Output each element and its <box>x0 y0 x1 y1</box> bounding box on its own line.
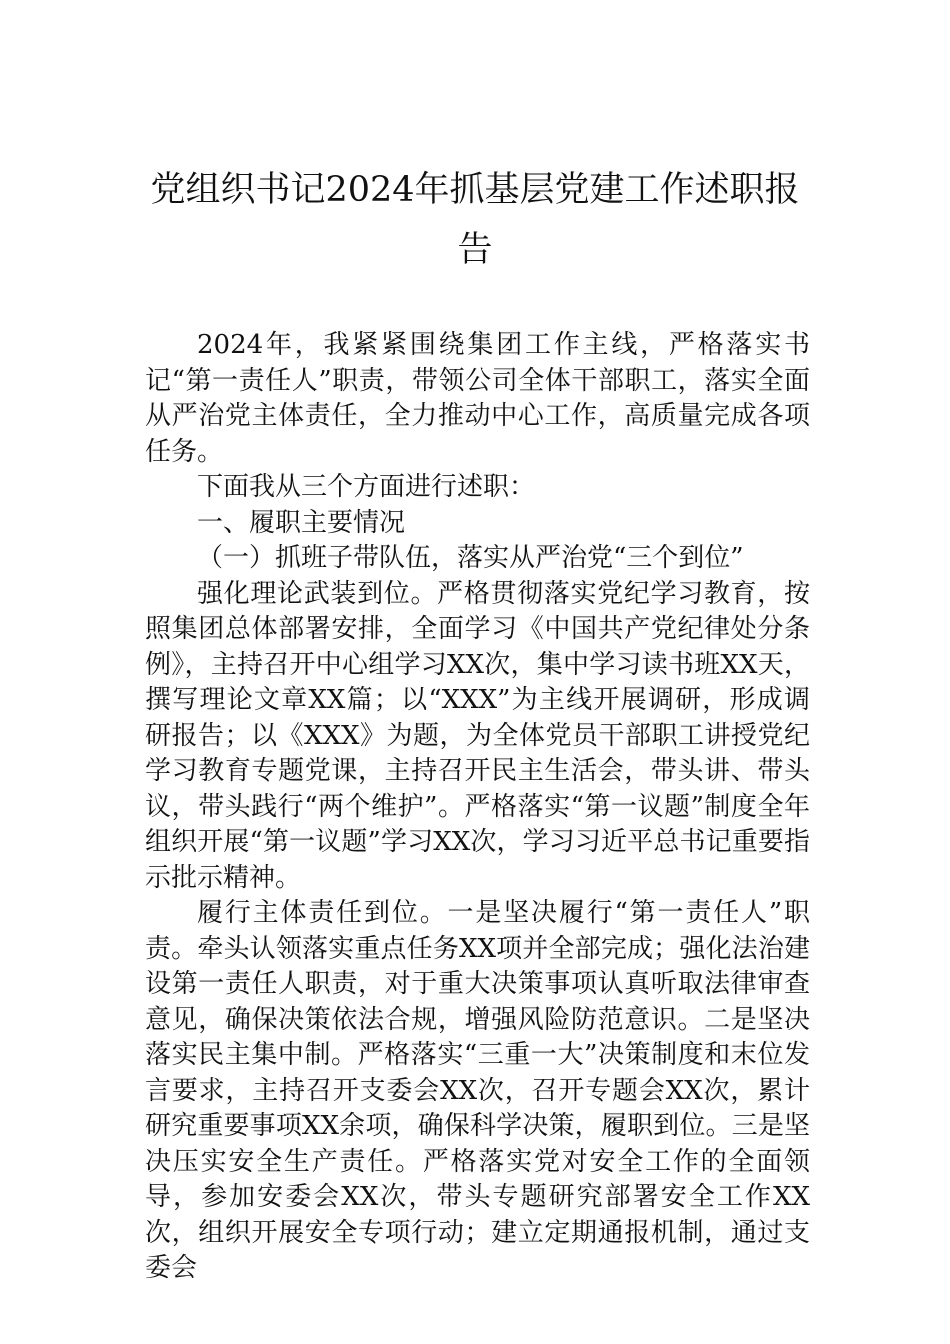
section-heading-1: 一、履职主要情况 <box>197 507 406 538</box>
subsection-heading-1: （一）抓班子带队伍，落实从严治党“三个到位” <box>197 543 744 573</box>
paragraph-overview: 下面我从三个方面进行述职： <box>197 472 536 502</box>
document-body <box>145 328 810 1287</box>
document-title: 党组织书记2024年抓基层党建工作述职报告 <box>150 170 800 270</box>
paragraph-intro: 2024年，我紧紧围绕集团工作主线，严格落实书记“第一责任人”职责，带领公司全体干部职工，落实全面从严治党主体责任，全力推动中心工作，高质量完成各项任务。 <box>145 330 810 467</box>
paragraph-theory: 强化理论武装到位。严格贯彻落实党纪学习教育，按照集团总体部署安排，全面学习《中国共产党纪律处分条例》，主持召开中心组学习XX次，集中学习读书班XX天，撰写理论文章XX篇；以“XXX”为主线开展调研，形成调研报告；以《XXX》为题，为全体党员干部职工讲授党纪学习教育专题党课，主持召开民主生活会，带头讲、带头议，带头践行“两个维护”。严格落实“第一议题”制度全年组织开展“第一议题”学习XX次，学习习近平总书记重要指示批示精神。 <box>145 578 810 893</box>
paragraph-responsibility: 履行主体责任到位。一是坚决履行“第一责任人”职责。牵头认领落实重点任务XX项并全部完成；强化法治建设第一责任人职责，对于重大决策事项认真听取法律审查意见，确保决策依法合规，增强风险防范意识。二是坚决落实民主集中制。严格落实“三重一大”决策制度和末位发言要求，主持召开支委会XX次，召开专题会XX次，累计研究重要事项XX余项，确保科学决策，履职到位。三是坚决压实安全生产责任。严格落实党对安全工作的全面领导，参加安委会XX次，带头专题研究部署安全工作XX次，组织开展安全专项行动；建立定期通报机制，通过支委会 <box>145 898 810 1283</box>
